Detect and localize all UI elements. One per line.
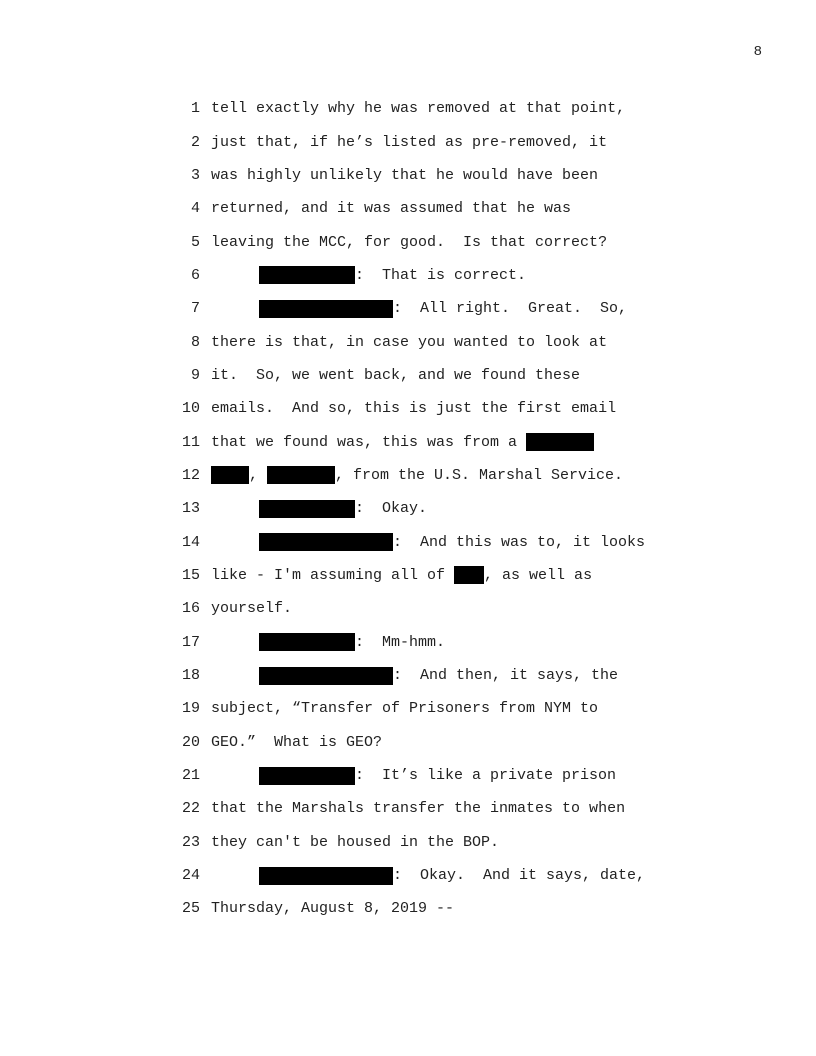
redacted-group	[454, 566, 484, 584]
line-text: subject, “Transfer of Prisoners from NYM to	[211, 700, 599, 718]
line-text: returned, and it was assumed that he was	[211, 200, 572, 218]
line-number: 17	[181, 633, 200, 651]
transcript-line	[170, 792, 690, 825]
line-text: there is that, in case you wanted to look at	[211, 333, 608, 351]
line-text: : Mm-hmm.	[355, 633, 446, 651]
transcript-body	[170, 92, 690, 926]
line-text: GEO.” What is GEO?	[211, 733, 383, 751]
line-text: it. So, we went back, and we found these	[211, 366, 581, 384]
line-number: 2	[190, 133, 200, 151]
line-text: : All right. Great. So,	[393, 300, 628, 318]
transcript-line	[170, 192, 690, 225]
transcript-line	[170, 692, 690, 725]
transcript-line	[170, 159, 690, 192]
line-number: 18	[181, 667, 200, 685]
transcript-line	[170, 492, 690, 525]
line-number: 20	[181, 733, 200, 751]
transcript-line	[170, 125, 690, 158]
line-number: 13	[181, 500, 200, 518]
transcript-line	[170, 92, 690, 125]
transcript-line	[170, 759, 690, 792]
transcript-line	[170, 525, 690, 558]
transcript-line	[170, 592, 690, 625]
transcript-line	[170, 259, 690, 292]
line-text: that we found was, this was from a	[211, 433, 527, 451]
line-number: 19	[181, 700, 200, 718]
redacted-name	[526, 433, 594, 451]
line-number: 11	[181, 433, 200, 451]
line-number: 8	[190, 333, 200, 351]
line-number: 1	[190, 100, 200, 118]
line-number: 6	[190, 266, 200, 284]
transcript-line	[170, 359, 690, 392]
line-text: they can't be housed in the BOP.	[211, 833, 500, 851]
line-text: leaving the MCC, for good. Is that correct?	[211, 233, 608, 251]
line-text: was highly unlikely that he would have been	[211, 166, 599, 184]
line-text: Thursday, August 8, 2019 --	[211, 900, 455, 918]
redacted-name	[267, 466, 335, 484]
line-text: yourself.	[211, 600, 293, 618]
line-number: 21	[181, 767, 200, 785]
line-number: 16	[181, 600, 200, 618]
transcript-line	[170, 292, 690, 325]
line-text: : Okay. And it says, date,	[393, 867, 646, 885]
page-number: 8	[753, 44, 762, 60]
line-text: : And then, it says, the	[393, 667, 619, 685]
redacted-title	[211, 466, 249, 484]
transcript-line	[170, 726, 690, 759]
line-text: like - I'm assuming all of	[211, 566, 455, 584]
transcript-line	[170, 225, 690, 258]
line-number: 10	[181, 400, 200, 418]
redacted-speaker-name	[259, 300, 393, 318]
line-number: 5	[190, 233, 200, 251]
transcript-line	[170, 392, 690, 425]
line-text: that the Marshals transfer the inmates to when	[211, 800, 626, 818]
line-text: just that, if he’s listed as pre-removed, it	[211, 133, 608, 151]
line-text: : That is correct.	[355, 266, 527, 284]
redacted-speaker-name	[259, 867, 393, 885]
line-number: 23	[181, 833, 200, 851]
line-text: tell exactly why he was removed at that point,	[211, 100, 626, 118]
transcript-line	[170, 459, 690, 492]
line-number: 15	[181, 566, 200, 584]
line-text: emails. And so, this is just the first email	[211, 400, 617, 418]
redacted-speaker-name	[259, 533, 393, 551]
redacted-speaker-name	[259, 767, 355, 785]
line-number: 3	[190, 166, 200, 184]
line-number: 24	[181, 867, 200, 885]
transcript-line	[170, 626, 690, 659]
redacted-speaker-name	[259, 667, 393, 685]
line-text: : It’s like a private prison	[355, 767, 617, 785]
line-text: : And this was to, it looks	[393, 533, 646, 551]
redacted-speaker-name	[259, 500, 355, 518]
line-number: 9	[190, 366, 200, 384]
transcript-line	[170, 892, 690, 925]
transcript-line	[170, 559, 690, 592]
transcript-line	[170, 425, 690, 458]
line-number: 4	[190, 200, 200, 218]
transcript-line	[170, 659, 690, 692]
line-text: , from the U.S. Marshal Service.	[335, 466, 624, 484]
transcript-line	[170, 826, 690, 859]
line-text: , as well as	[484, 566, 593, 584]
line-text: : Okay.	[355, 500, 428, 518]
redacted-speaker-name	[259, 633, 355, 651]
transcript-line	[170, 859, 690, 892]
line-number: 22	[181, 800, 200, 818]
line-number: 25	[181, 900, 200, 918]
line-number: 14	[181, 533, 200, 551]
line-number: 12	[181, 466, 200, 484]
redacted-speaker-name	[259, 266, 355, 284]
line-text: ,	[249, 466, 268, 484]
transcript-line	[170, 325, 690, 358]
line-number: 7	[190, 300, 200, 318]
